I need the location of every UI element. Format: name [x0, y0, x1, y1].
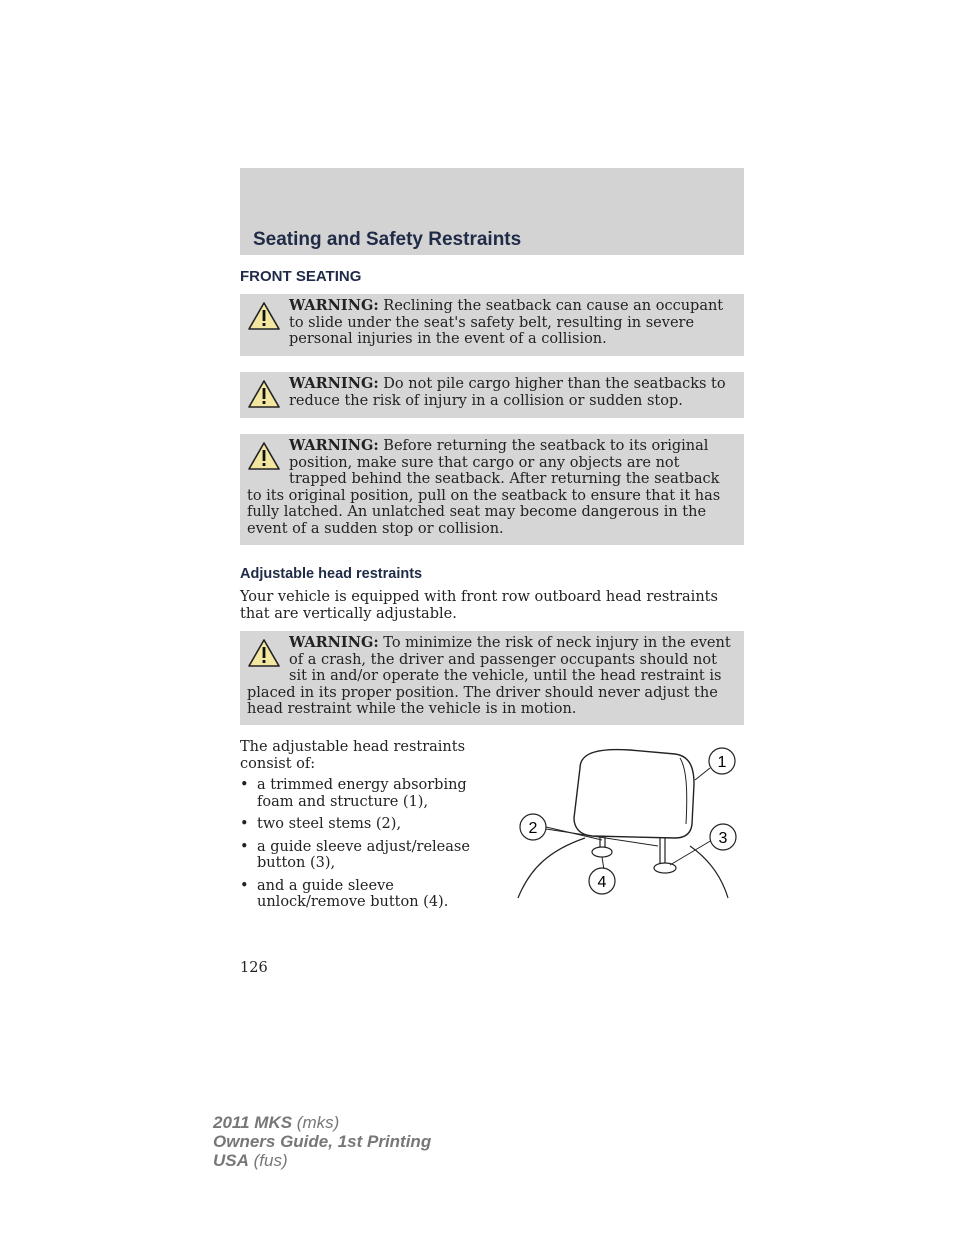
- warning-triangle-icon: [247, 440, 281, 472]
- warning-triangle-icon: [247, 378, 281, 410]
- list-item-text: a guide sleeve adjust/release button (3),: [257, 838, 470, 871]
- page-number: 126: [240, 960, 268, 976]
- callout-leader: [695, 768, 710, 780]
- list-item-text: a trimmed energy absorbing foam and structure (1),: [257, 777, 467, 810]
- warning-text: Reclining the seatback can cause an occupant to slide under the seat's safety belt, resulting in severe personal injuries in the event of a collision.: [289, 298, 724, 347]
- seatback-outline: [518, 838, 585, 898]
- head-restraint-diagram: [510, 738, 750, 903]
- subsection-title: Adjustable head restraints: [240, 566, 423, 582]
- footer-market: USA: [213, 1151, 249, 1170]
- warning-label: WARNING:: [289, 375, 379, 392]
- warning-box: [240, 434, 744, 545]
- bullet: •: [240, 877, 249, 894]
- bullet: •: [240, 838, 249, 855]
- warning-label: WARNING:: [289, 297, 379, 314]
- callout-leader: [670, 840, 712, 865]
- section-title: FRONT SEATING: [240, 268, 362, 285]
- warning-triangle-icon: [247, 300, 281, 332]
- warning-box: [240, 631, 744, 725]
- list-item-text: and a guide sleeve unlock/remove button (4).: [257, 877, 449, 910]
- intro-paragraph: Your vehicle is equipped with front row outboard head restraints that are vertically adjustable.: [240, 589, 718, 622]
- footer-model-code: (mks): [296, 1113, 340, 1132]
- warning-box: [240, 294, 744, 356]
- headrest-foam: [574, 750, 694, 838]
- chapter-header: [240, 168, 744, 255]
- warning-triangle-icon: [247, 637, 281, 669]
- seatback-outline: [690, 846, 728, 898]
- list-item-text: two steel stems (2),: [257, 816, 402, 832]
- warning-label: WARNING:: [289, 437, 379, 454]
- list-item: [240, 777, 500, 810]
- bullet: •: [240, 816, 249, 832]
- callout-number: 2: [528, 820, 538, 837]
- bullet: •: [240, 777, 249, 793]
- footer-edition: Owners Guide, 1st Printing: [213, 1132, 432, 1151]
- document-footer: [213, 1113, 431, 1170]
- component-list: [240, 777, 500, 917]
- callout-number: 1: [717, 754, 727, 771]
- footer-model: 2011 MKS: [213, 1113, 293, 1132]
- list-item: [240, 878, 500, 911]
- callout-number: 4: [597, 874, 607, 891]
- guide-sleeve: [654, 863, 676, 873]
- warning-text: Before returning the seatback to its original position, make sure that cargo or any objects are not trapped behind the seatback. After returning the seatback to its original position, pull on the seatback to ensure that it has fully latched. An unlatched seat may become dangerous in the event of a sudden stop or collision.: [247, 438, 721, 537]
- guide-sleeve: [592, 847, 612, 857]
- callout-number: 3: [718, 830, 728, 847]
- footer-market-code: (fus): [253, 1151, 288, 1170]
- warning-label: WARNING:: [289, 634, 379, 651]
- list-item: [240, 839, 500, 872]
- warning-text: To minimize the risk of neck injury in the event of a crash, the driver and passenger occupants should not sit in and/or operate the vehicle, until the head restraint is placed in its proper position. The driver should never adjust the head restraint while the vehicle is in motion.: [247, 635, 731, 717]
- list-intro: The adjustable head restraints consist of:: [240, 739, 466, 772]
- list-item: [240, 816, 500, 833]
- warning-box: [240, 372, 744, 418]
- chapter-title: Seating and Safety Restraints: [253, 229, 522, 250]
- warning-text: Do not pile cargo higher than the seatbacks to reduce the risk of injury in a collision or sudden stop.: [289, 376, 726, 409]
